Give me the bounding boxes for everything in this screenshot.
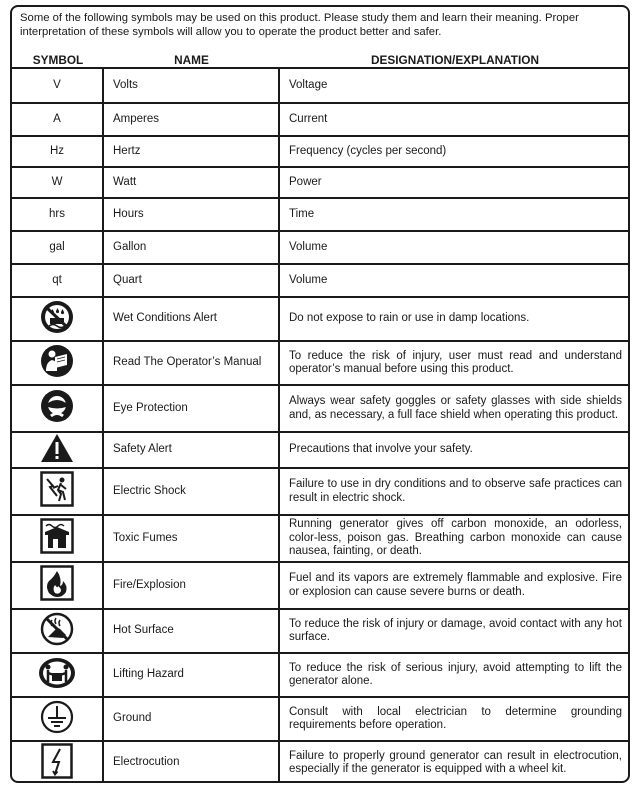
name-cell: Eye Protection [104, 386, 280, 431]
designation-text: Always wear safety goggles or safety glasses with side shields and, as necessary, a full face shield when operating this product. [289, 395, 622, 421]
designation-cell [280, 698, 630, 740]
designation-cell [280, 386, 630, 431]
designation-text: Power [289, 175, 322, 188]
symbol-cell [12, 232, 104, 263]
name-cell: Hertz [104, 137, 280, 166]
designation-cell [280, 433, 630, 467]
symbol-cell [12, 563, 104, 608]
table-row [12, 514, 630, 561]
ground-icon [40, 700, 74, 739]
designation-text: Current [289, 112, 328, 125]
table-row [12, 431, 630, 467]
table-row [12, 197, 630, 230]
symbol-cell [12, 698, 104, 740]
read-manual-icon [40, 344, 74, 383]
symbol-text: hrs [49, 207, 65, 220]
designation-cell [280, 265, 630, 296]
table-header [12, 51, 630, 67]
designation-text: Fuel and its vapors are extremely flammable and explosive. Fire or explosion can cause severe burns or death. [289, 572, 622, 598]
designation-cell [280, 137, 630, 166]
designation-text: Failure to properly ground generator can result in electrocution, especially if the generator is equipped with a wheel kit. [289, 749, 622, 775]
designation-cell [280, 563, 630, 608]
designation-text: Volume [289, 273, 328, 286]
designation-text: Do not expose to rain or use in damp locations. [289, 312, 530, 325]
toxic-fumes-icon [40, 518, 74, 559]
table-row [12, 740, 630, 783]
name-cell: Watt [104, 168, 280, 197]
name-cell: Volts [104, 69, 280, 102]
designation-text: Frequency (cycles per second) [289, 144, 447, 157]
designation-cell [280, 742, 630, 783]
designation-text: Failure to use in dry conditions and to observe safe practices can result in electric shock. [289, 478, 622, 504]
header-designation: DESIGNATION/EXPLANATION [370, 53, 539, 67]
designation-text: Consult with local electrician to determine grounding requirements before operation. [289, 705, 622, 731]
name-cell: Quart [104, 265, 280, 296]
name-cell: Electrocution [104, 742, 280, 783]
table-row [12, 67, 630, 102]
symbol-cell [12, 469, 104, 514]
symbol-cell [12, 265, 104, 296]
designation-cell [280, 199, 630, 230]
name-cell: Safety Alert [104, 433, 280, 467]
fire-explosion-icon [40, 565, 74, 606]
eye-protection-icon [40, 389, 74, 428]
symbol-cell [12, 742, 104, 783]
symbol-text: V [53, 78, 61, 91]
table-row [12, 166, 630, 197]
designation-cell [280, 298, 630, 340]
name-cell: Ground [104, 698, 280, 740]
name-cell: Gallon [104, 232, 280, 263]
designation-text: Volume [289, 240, 328, 253]
symbol-text: W [51, 175, 63, 188]
symbols-table-frame [10, 5, 630, 783]
header-name: NAME [174, 53, 209, 67]
header-symbol: SYMBOL [32, 53, 84, 67]
designation-cell [280, 232, 630, 263]
table-row [12, 340, 630, 384]
symbol-cell [12, 104, 104, 135]
designation-cell [280, 168, 630, 197]
table-row [12, 263, 630, 296]
designation-text: Time [289, 207, 315, 220]
table-row [12, 608, 630, 652]
name-cell: Wet Conditions Alert [104, 298, 280, 340]
symbol-cell [12, 386, 104, 431]
name-cell: Electric Shock [104, 469, 280, 514]
table-row [12, 696, 630, 740]
safety-alert-icon [40, 433, 74, 468]
table-row [12, 652, 630, 696]
designation-text: Voltage [289, 78, 328, 91]
name-cell: Lifting Hazard [104, 654, 280, 696]
designation-cell [280, 516, 630, 561]
table-row [12, 296, 630, 340]
designation-text: Running generator gives off carbon monoxide, an odorless, color-less, poison gas. Breathing carbon monoxide can cause nausea, fainting, or death. [289, 518, 622, 558]
designation-cell [280, 469, 630, 514]
symbol-text: Hz [49, 144, 65, 157]
table-row [12, 135, 630, 166]
table-row [12, 467, 630, 514]
symbol-cell [12, 69, 104, 102]
symbol-cell [12, 342, 104, 384]
symbol-cell [12, 137, 104, 166]
hot-surface-icon [40, 612, 74, 651]
electric-shock-icon [40, 471, 74, 512]
name-cell: Toxic Fumes [104, 516, 280, 561]
symbol-cell [12, 654, 104, 696]
designation-cell [280, 104, 630, 135]
designation-text: Precautions that involve your safety. [289, 443, 473, 456]
lifting-hazard-icon [38, 657, 76, 694]
designation-text: To reduce the risk of injury, user must read and understand operator’s manual before using this product. [289, 349, 622, 375]
designation-cell [280, 342, 630, 384]
designation-text: To reduce the risk of serious injury, avoid attempting to lift the generator alone. [289, 661, 622, 687]
symbol-cell [12, 516, 104, 561]
table-row [12, 230, 630, 263]
symbol-text: qt [52, 273, 62, 286]
symbol-text: gal [49, 240, 65, 253]
symbol-text: A [53, 112, 61, 125]
name-cell: Read The Operator’s Manual [104, 342, 280, 384]
electrocution-icon [41, 743, 73, 783]
intro-text: Some of the following symbols may be used on this product. Please study them and learn their meaning. Proper interpretation of these symbols will allow you to operate the product better and safer. [20, 12, 579, 38]
symbol-cell [12, 168, 104, 197]
table-row [12, 384, 630, 431]
table-row [12, 102, 630, 135]
designation-cell [280, 69, 630, 102]
designation-cell [280, 610, 630, 652]
designation-cell [280, 654, 630, 696]
table-row [12, 561, 630, 608]
name-cell: Hot Surface [104, 610, 280, 652]
symbol-cell [12, 298, 104, 340]
symbol-cell [12, 610, 104, 652]
name-cell: Hours [104, 199, 280, 230]
name-cell: Amperes [104, 104, 280, 135]
designation-text: To reduce the risk of injury or damage, avoid contact with any hot surface. [289, 617, 622, 643]
symbol-cell [12, 199, 104, 230]
name-cell: Fire/Explosion [104, 563, 280, 608]
wet-conditions-icon [40, 300, 74, 339]
symbol-cell [12, 433, 104, 467]
